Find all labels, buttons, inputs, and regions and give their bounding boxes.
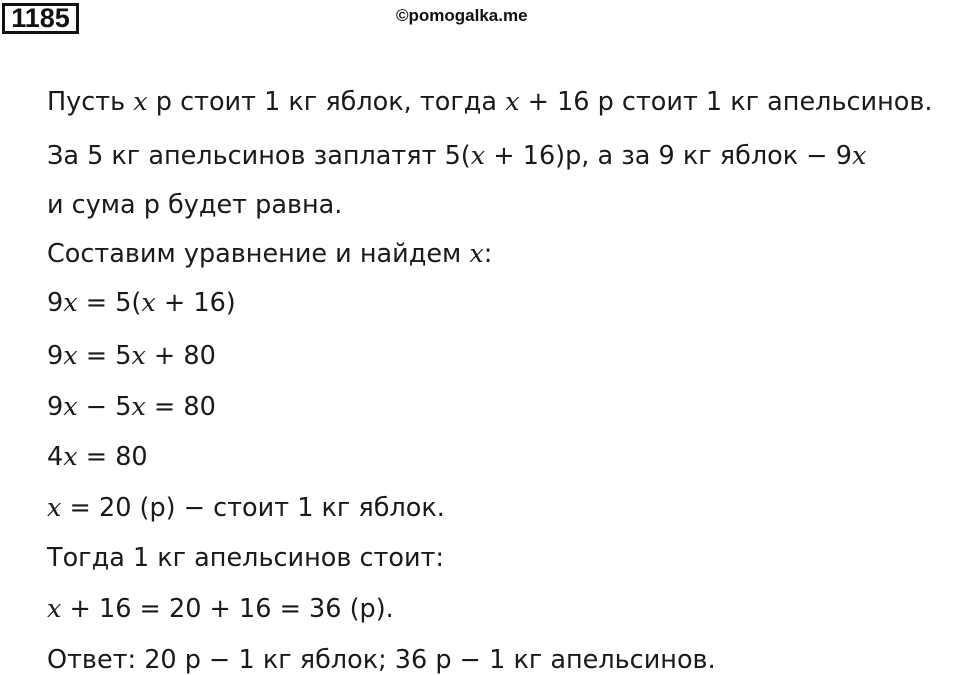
math-variable-x: x [133,87,148,117]
watermark-text: ©pomogalka.me [396,6,528,25]
equation-line-3: 9x − 5x = 80 [47,392,216,422]
result-line: x = 20 (р) − стоит 1 кг яблок. [47,493,445,523]
problem-number-box: 1185 [2,3,79,34]
equation-line-5: x + 16 = 20 + 16 = 36 (р). [47,594,394,624]
math-variable-x: x [851,141,867,171]
solution-line-2: За 5 кг апельсинов заплатят 5(x + 16)р, а за 9 кг яблок − 9x [47,141,867,171]
math-variable-x: x [469,239,484,269]
solution-line-1: Пусть x р стоит 1 кг яблок, тогда x + 16 р стоит 1 кг апельсинов. [47,87,933,117]
math-variable-x: x [141,288,156,318]
solution-line-5: Тогда 1 кг апельсинов стоит: [47,543,444,573]
solution-line-3: и сума р будет равна. [47,190,343,220]
math-variable-x: x [131,392,146,422]
math-variable-x: x [47,594,62,624]
equation-line-1: 9x = 5(x + 16) [47,288,236,318]
math-variable-x: x [63,288,78,318]
math-variable-x: x [470,141,486,171]
math-variable-x: x [63,392,78,422]
equation-line-2: 9x = 5x + 80 [47,341,216,371]
math-variable-x: x [63,442,78,472]
math-variable-x: x [47,493,62,523]
solution-line-4: Составим уравнение и найдем x: [47,239,493,269]
math-variable-x: x [63,341,78,371]
equation-line-4: 4x = 80 [47,442,148,472]
math-variable-x: x [131,341,146,371]
answer-line: Ответ: 20 р − 1 кг яблок; 36 р − 1 кг апельсинов. [47,645,716,675]
math-variable-x: x [505,87,520,117]
